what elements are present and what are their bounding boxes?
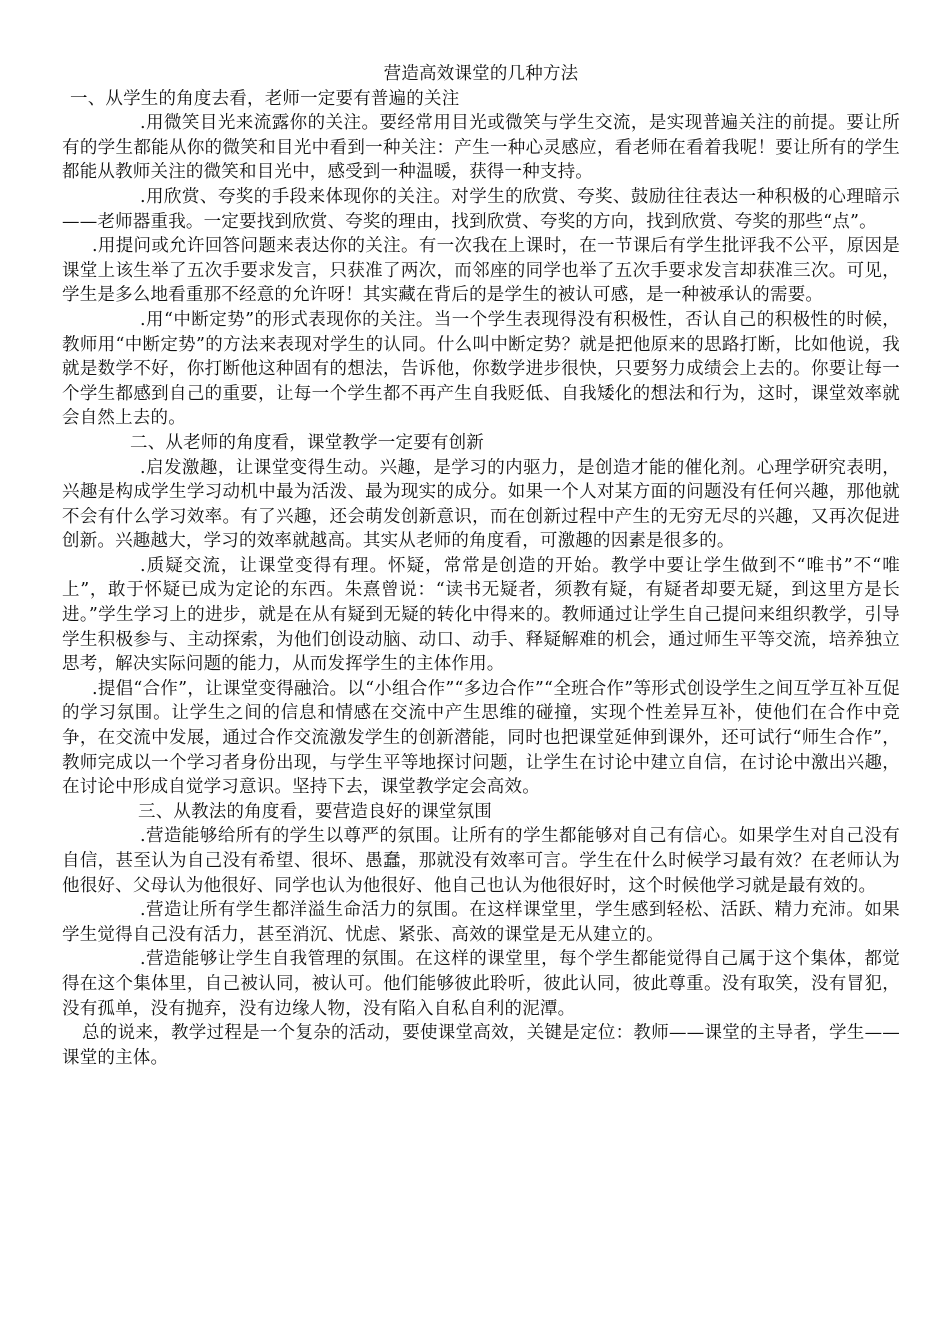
section-1-paragraph-4: .用“中断定势”的形式表现你的关注。当一个学生表现得没有积极性，否认自己的积极性的时候，教师用“中断定势”的方法来表现对学生的认同。什么叫中断定势？就是把他原来的思路打断，比如他说，我就是数学不好，你打断他这种固有的想法，告诉他，你数学进步很快，只要努力成绩会上去的。你要让每一个学生都感到自己的重要，让每一个学生都不再产生自我贬低、自我矮化的想法和行为，这时，课堂效率就会自然上去的。 <box>62 309 900 429</box>
document-title: 营造高效课堂的几种方法 <box>383 64 579 84</box>
section-2-paragraph-3: .提倡“合作”，让课堂变得融洽。以“小组合作”“多边合作”“全班合作”等形式创设学生之间互学互补互促的学习氛围。让学生之间的信息和情感在交流中产生思维的碰撞，实现个性差异互补，使他们在合作中竞争，在交流中发展，通过合作交流激发学生的创新潜能，同时也把课堂延伸到课外，还可试行“师生合作”，教师完成以一个学习者身份出现，与学生平等地探讨问题，让学生在讨论中建立自信，在讨论中激出兴趣，在讨论中形成自觉学习意识。坚持下去，课堂教学定会高效。 <box>62 678 900 798</box>
section-2-paragraph-1: .启发激趣，让课堂变得生动。兴趣，是学习的内驱力，是创造才能的催化剂。心理学研究表明，兴趣是构成学生学习动机中最为活泼、最为现实的成分。如果一个人对某方面的问题没有任何兴趣，那他就不会有什么学习效率。有了兴趣，还会萌发创新意识，而在创新过程中产生的无穷无尽的兴趣，又再次促进创新。兴趣越大，学习的效率就越高。其实从老师的角度看，可激趣的因素是很多的。 <box>62 457 900 552</box>
section-3-paragraph-1: .营造能够给所有的学生以尊严的氛围。让所有的学生都能够对自己有信心。如果学生对自己没有自信，甚至认为自己没有希望、很坏、愚蠢，那就没有效率可言。学生在什么时候学习最有效？在老师认为他很好、父母认为他很好、同学也认为他很好、他自己也认为他很好时，这个时候他学习就是最有效的。 <box>62 826 900 896</box>
section-1-heading: 一、从学生的角度去看，老师一定要有普遍的关注 <box>70 88 460 109</box>
section-2-paragraph-2: .质疑交流，让课堂变得有理。怀疑，常常是创造的开始。教学中要让学生做到不“唯书”不“唯上”，敢于怀疑已成为定论的东西。朱熹曾说：“读书无疑者，须教有疑，有疑者却要无疑，到这里方是长进。”学生学习上的进步，就是在从有疑到无疑的转化中得来的。教师通过让学生自己提问来组织教学，引导学生积极参与、主动探索，为他们创设动脑、动口、动手、释疑解难的机会，通过师生平等交流，培养独立思考，解决实际问题的能力，从而发挥学生的主体作用。 <box>62 555 900 675</box>
section-1-paragraph-3: .用提问或允许回答问题来表达你的关注。有一次我在上课时，在一节课后有学生批评我不公平，原因是课堂上该生举了五次手要求发言，只获准了两次，而邻座的同学也举了五次手要求发言却获准三次。可见，学生是多么地看重那不经意的允许呀！其实藏在背后的是学生的被认可感，是一种被承认的需要。 <box>62 236 900 306</box>
conclusion-paragraph: 总的说来，教学过程是一个复杂的活动，要使课堂高效，关键是定位：教师——课堂的主导者，学生——课堂的主体。 <box>62 1023 900 1068</box>
section-2-heading: 二、从老师的角度看，课堂教学一定要有创新 <box>130 432 484 453</box>
section-3-paragraph-2: .营造让所有学生都洋溢生命活力的氛围。在这样课堂里，学生感到轻松、活跃、精力充沛。如果学生觉得自己没有活力，甚至消沉、忧虑、紧张、高效的课堂是无从建立的。 <box>62 900 900 945</box>
section-1-paragraph-1: .用微笑目光来流露你的关注。要经常用目光或微笑与学生交流，是实现普遍关注的前提。要让所有的学生都能从你的微笑和目光中看到一种关注：产生一种心灵感应，看老师在看着我呢！要让所有的学生都能从教师关注的微笑和目光中，感受到一种温暖，获得一种支持。 <box>62 113 900 183</box>
section-1-paragraph-2: .用欣赏、夸奖的手段来体现你的关注。对学生的欣赏、夸奖、鼓励往往表达一种积极的心理暗示——老师器重我。一定要找到欣赏、夸奖的理由，找到欣赏、夸奖的方向，找到欣赏、夸奖的那些“点”。 <box>62 186 900 232</box>
section-3-paragraph-3: .营造能够让学生自我管理的氛围。在这样的课堂里，每个学生都能觉得自己属于这个集体，都觉得在这个集体里，自己被认同，被认可。他们能够彼此聆听，彼此认同，彼此尊重。没有取笑，没有冒犯，没有孤单，没有抛弃，没有边缘人物，没有陷入自私自利的泥潭。 <box>62 949 900 1019</box>
document-page <box>62 62 900 1070</box>
section-3-heading: 三、从教法的角度看，要营造良好的课堂氛围 <box>138 801 492 822</box>
